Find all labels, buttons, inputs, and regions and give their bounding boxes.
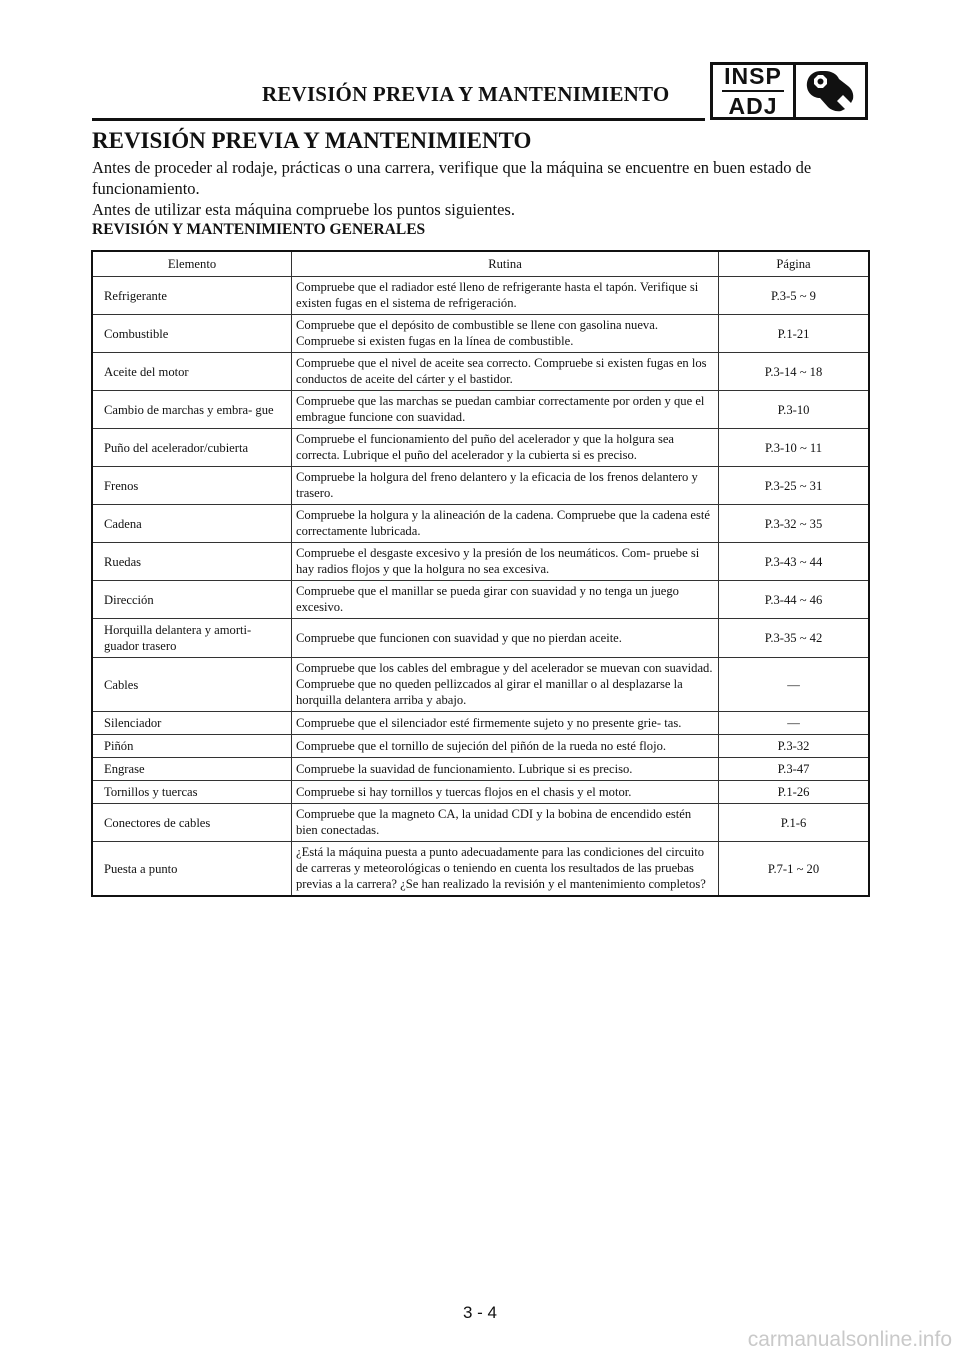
- cell-rutina: Compruebe que el silenciador esté firmemente sujeto y no presente grie- tas.: [292, 712, 719, 735]
- table-row: [92, 735, 869, 758]
- intro-text: [92, 157, 870, 220]
- cell-rutina: Compruebe que el manillar se pueda girar con suavidad y no tenga un juego excesivo.: [292, 581, 719, 619]
- table-row: [92, 277, 869, 315]
- badge-divider: [722, 90, 784, 92]
- cell-elemento: Puesta a punto: [92, 842, 292, 897]
- cell-pagina: P.3-32 ~ 35: [719, 505, 870, 543]
- cell-rutina: Compruebe que el radiador esté lleno de refrigerante hasta el tapón. Verifique si existen fugas en el sistema de refrigeración.: [292, 277, 719, 315]
- table-row: [92, 315, 869, 353]
- cell-rutina: Compruebe que la magneto CA, la unidad CDI y la bobina de encendido estén bien conectadas.: [292, 804, 719, 842]
- subheading: REVISIÓN Y MANTENIMIENTO GENERALES: [92, 221, 426, 238]
- table-row: [92, 353, 869, 391]
- cell-elemento: Engrase: [92, 758, 292, 781]
- cell-rutina: Compruebe que los cables del embrague y del acelerador se muevan con suavidad. Compruebe que no queden pellizcados al girar el manillar o al desplazarse la horquilla delantera arriba y abajo.: [292, 658, 719, 712]
- intro-paragraph-2: Antes de utilizar esta máquina compruebe los puntos siguientes.: [92, 200, 515, 219]
- header-title: REVISIÓN PREVIA Y MANTENIMIENTO: [262, 82, 670, 106]
- cell-rutina: Compruebe el funcionamiento del puño del acelerador y que la holgura sea correcta. Lubrique el puño del acelerador y la cubierta si es preciso.: [292, 429, 719, 467]
- table-row: [92, 467, 869, 505]
- cell-elemento: Cadena: [92, 505, 292, 543]
- cell-rutina: Compruebe la holgura y la alineación de la cadena. Compruebe que la cadena esté correctamente lubricada.: [292, 505, 719, 543]
- cell-rutina: Compruebe que las marchas se puedan cambiar correctamente por orden y que el embrague funcione con suavidad.: [292, 391, 719, 429]
- cell-elemento: Puño del acelerador/cubierta: [92, 429, 292, 467]
- cell-elemento: Dirección: [92, 581, 292, 619]
- table-row: [92, 391, 869, 429]
- badge-top-label: INSP: [724, 63, 782, 89]
- cell-pagina: P.1-21: [719, 315, 870, 353]
- table-row: [92, 804, 869, 842]
- badge-bottom-label: ADJ: [728, 93, 778, 119]
- cell-elemento: Conectores de cables: [92, 804, 292, 842]
- cell-elemento: Silenciador: [92, 712, 292, 735]
- cell-rutina: Compruebe que el nivel de aceite sea correcto. Compruebe si existen fugas en los conductos de aceite del cárter y el bastidor.: [292, 353, 719, 391]
- header-rule: [92, 118, 705, 121]
- watermark: carmanualsonline.info: [747, 1328, 952, 1351]
- cell-rutina: Compruebe que el depósito de combustible se llene con gasolina nueva. Compruebe si existen fugas en la línea de combustible.: [292, 315, 719, 353]
- cell-pagina: P.1-26: [719, 781, 870, 804]
- cell-elemento: Frenos: [92, 467, 292, 505]
- cell-rutina: Compruebe el desgaste excesivo y la presión de los neumáticos. Com- pruebe si hay radios flojos y que la holgura no sea excesiva.: [292, 543, 719, 581]
- cell-pagina: P.3-35 ~ 42: [719, 619, 870, 658]
- cell-elemento: Horquilla delantera y amorti- guador trasero: [92, 619, 292, 658]
- cell-pagina: P.3-44 ~ 46: [719, 581, 870, 619]
- cell-rutina: Compruebe la holgura del freno delantero y la eficacia de los frenos delantero y trasero.: [292, 467, 719, 505]
- cell-elemento: Aceite del motor: [92, 353, 292, 391]
- cell-rutina: Compruebe si hay tornillos y tuercas flojos en el chasis y el motor.: [292, 781, 719, 804]
- table-header-row: [92, 251, 869, 277]
- table-row: [92, 619, 869, 658]
- cell-elemento: Refrigerante: [92, 277, 292, 315]
- header-pagina: Página: [719, 251, 870, 277]
- table-row: [92, 712, 869, 735]
- table-row: [92, 658, 869, 712]
- cell-rutina: Compruebe la suavidad de funcionamiento. Lubrique si es preciso.: [292, 758, 719, 781]
- maintenance-table: [91, 250, 870, 897]
- cell-pagina: P.3-10 ~ 11: [719, 429, 870, 467]
- page-number: 3 - 4: [462, 1303, 498, 1322]
- table-row: [92, 842, 869, 897]
- header-elemento: Elemento: [92, 251, 292, 277]
- cell-pagina: —: [719, 658, 870, 712]
- cell-pagina: P.3-43 ~ 44: [719, 543, 870, 581]
- badge-text-block: [713, 65, 796, 117]
- wrench-tool-icon: [796, 65, 865, 117]
- table-row: [92, 758, 869, 781]
- cell-pagina: P.1-6: [719, 804, 870, 842]
- cell-elemento: Ruedas: [92, 543, 292, 581]
- cell-elemento: Combustible: [92, 315, 292, 353]
- cell-pagina: —: [719, 712, 870, 735]
- cell-rutina: ¿Está la máquina puesta a punto adecuadamente para las condiciones del circuito de carreras y meteorológicas o teniendo en cuenta los resultados de las pruebas previas a la carrera? ¿Se han realizado la revisión y el mantenimiento completos?: [292, 842, 719, 897]
- table-row: [92, 505, 869, 543]
- cell-pagina: P.3-32: [719, 735, 870, 758]
- cell-elemento: Cables: [92, 658, 292, 712]
- intro-paragraph-1: Antes de proceder al rodaje, prácticas o una carrera, verifique que la máquina se encuentre en buen estado de funcionamiento.: [92, 158, 812, 198]
- table-row: [92, 581, 869, 619]
- table-row: [92, 543, 869, 581]
- header-rutina: Rutina: [292, 251, 719, 277]
- cell-elemento: Piñón: [92, 735, 292, 758]
- cell-pagina: P.3-47: [719, 758, 870, 781]
- table-row: [92, 781, 869, 804]
- cell-elemento: Cambio de marchas y embra- gue: [92, 391, 292, 429]
- insp-adj-badge: [710, 62, 868, 120]
- cell-rutina: Compruebe que funcionen con suavidad y que no pierdan aceite.: [292, 619, 719, 658]
- cell-pagina: P.3-10: [719, 391, 870, 429]
- section-title: REVISIÓN PREVIA Y MANTENIMIENTO: [92, 128, 532, 153]
- cell-elemento: Tornillos y tuercas: [92, 781, 292, 804]
- cell-pagina: P.3-25 ~ 31: [719, 467, 870, 505]
- cell-pagina: P.3-14 ~ 18: [719, 353, 870, 391]
- cell-pagina: P.7-1 ~ 20: [719, 842, 870, 897]
- cell-pagina: P.3-5 ~ 9: [719, 277, 870, 315]
- cell-rutina: Compruebe que el tornillo de sujeción del piñón de la rueda no esté flojo.: [292, 735, 719, 758]
- table-row: [92, 429, 869, 467]
